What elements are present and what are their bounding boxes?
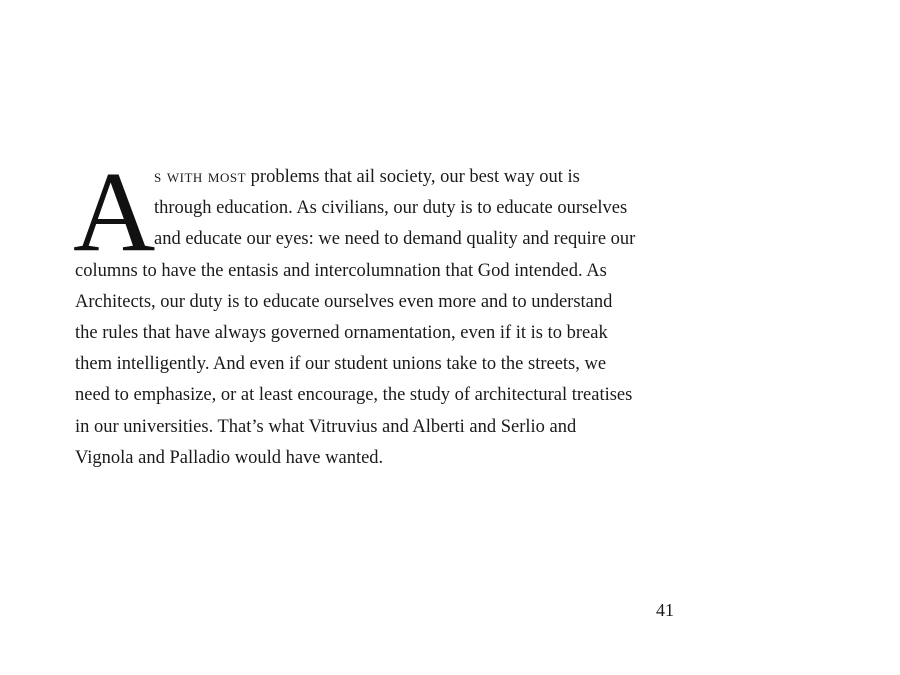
paragraph-line-8: need to emphasize, or at least encourage, the study of architectural treatises xyxy=(75,385,633,406)
page-number: 41 xyxy=(656,600,674,620)
paragraph-line-10: Vignola and Palladio would have wanted. xyxy=(75,447,384,468)
body-paragraph xyxy=(73,148,675,474)
paragraph-line-9: in our universities. That’s what Vitruvius and Alberti and Serlio and xyxy=(75,416,577,437)
lead-in-small-caps: s with most xyxy=(154,167,247,187)
paragraph-line-4: columns to have the entasis and intercolumnation that God intended. As xyxy=(75,260,607,281)
paragraph-line-2: through education. As civilians, our duty is to educate ourselves xyxy=(154,198,628,219)
drop-cap: A xyxy=(73,148,156,275)
paragraph-line-7: them intelligently. And even if our student unions take to the streets, we xyxy=(75,354,607,375)
paragraph-line-6: the rules that have always governed ornamentation, even if it is to break xyxy=(75,322,608,343)
paragraph-line-1 xyxy=(75,162,675,193)
paragraph-line-5: Architects, our duty is to educate ourselves even more and to understand xyxy=(75,291,613,312)
paragraph-line-3: and educate our eyes: we need to demand quality and require our xyxy=(154,229,636,250)
paragraph-line-1-text: problems that ail society, our best way out is xyxy=(246,167,580,187)
